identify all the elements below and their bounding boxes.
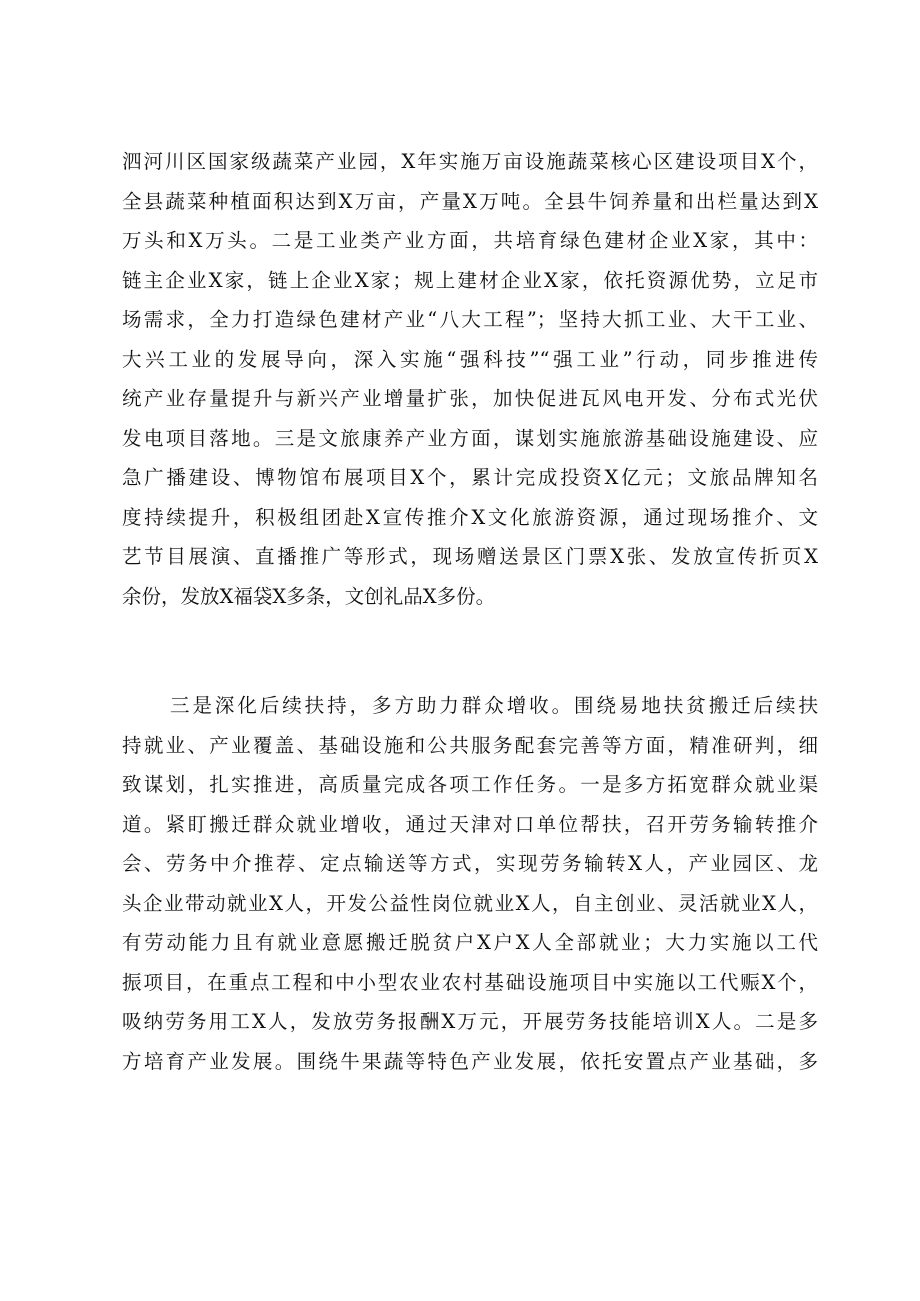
text-line: 三是深化后续扶持，多方助力群众增收。围绕易地扶贫搬迁后续扶 [170, 694, 818, 717]
text-line: 会、劳务中介推荐、定点输送等方式，实现劳务输转X人，产业园区、龙 [122, 852, 818, 875]
text-line: 头企业带动就业X人，开发公益性岗位就业X人，自主创业、灵活就业X人， [122, 891, 818, 915]
text-line: 道。紧盯搬迁群众就业增收，通过天津对口单位帮扶，召开劳务输转推介 [122, 812, 818, 836]
text-line: 场需求，全力打造绿色建材产业“八大工程”；坚持大抓工业、大干工业、 [122, 308, 818, 331]
text-line: 致谋划，扎实推进，高质量完成各项工作任务。一是多方拓宽群众就业渠 [122, 773, 818, 796]
text-line: 有劳动能力且有就业意愿搬迁脱贫户X户X人全部就业；大力实施以工代 [122, 931, 818, 954]
text-line: 振项目，在重点工程和中小型农业农村基础设施项目中实施以工代赈X个， [122, 970, 818, 994]
text-line: 统产业存量提升与新兴产业增量扩张，加快促进瓦风电开发、分布式光伏 [122, 387, 818, 410]
paragraph-industry [122, 142, 818, 616]
text-line: 度持续提升，积极组团赴X宣传推介X文化旅游资源，通过现场推介、文 [122, 505, 818, 529]
text-line: 方培育产业发展。围绕牛果蔬等特色产业发展，依托安置点产业基础，多 [122, 1049, 818, 1073]
text-line: 万头和X万头。二是工业类产业方面，共培育绿色建材企业X家，其中： [122, 229, 818, 252]
text-line: 吸纳劳务用工X人，发放劳务报酬X万元，开展劳务技能培训X人。二是多 [122, 1010, 818, 1033]
paragraph-follow-up-support [122, 686, 818, 1081]
text-line: 链主企业X家，链上企业X家；规上建材企业X家，依托资源优势，立足市 [122, 268, 818, 292]
text-line: 余份，发放X福袋X多条，文创礼品X多份。 [122, 584, 496, 608]
text-line: 全县蔬菜种植面积达到X万亩，产量X万吨。全县牛饲养量和出栏量达到X [122, 189, 818, 213]
text-line: 持就业、产业覆盖、基础设施和公共服务配套完善等方面，精准研判，细 [122, 733, 818, 757]
text-line: 泗河川区国家级蔬菜产业园，X年实施万亩设施蔬菜核心区建设项目X个， [122, 150, 818, 173]
text-line: 发电项目落地。三是文旅康养产业方面，谋划实施旅游基础设施建设、应 [122, 426, 818, 450]
text-line: 急广播建设、博物馆布展项目X个，累计完成投资X亿元；文旅品牌知名 [122, 466, 818, 489]
text-line: 艺节目展演、直播推广等形式，现场赠送景区门票X张、发放宣传折页X [122, 545, 818, 568]
text-line: 大兴工业的发展导向，深入实施“强科技”“强工业”行动，同步推进传 [122, 347, 818, 371]
